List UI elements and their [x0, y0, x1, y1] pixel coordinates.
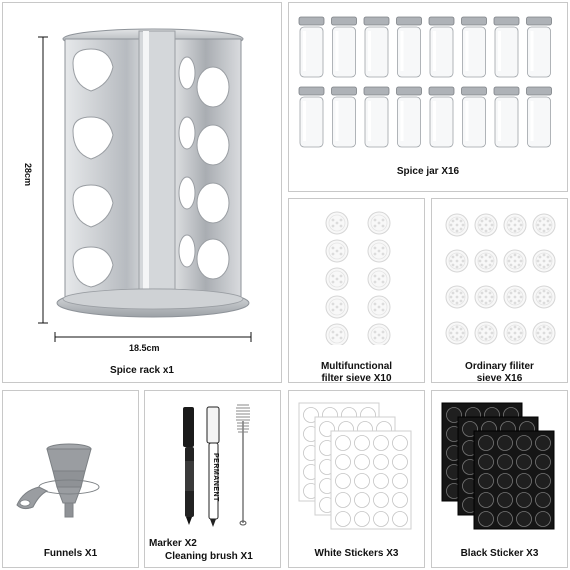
filter-sieve [326, 296, 348, 318]
filter-sieve [504, 214, 526, 236]
white-stickers-caption: White Stickers X3 [314, 548, 399, 559]
black-stickers-image [432, 391, 569, 536]
ordinary-sieve-image [432, 205, 569, 345]
multi-sieve-image [289, 205, 426, 345]
filter-sieve [446, 286, 468, 308]
rack-caption: Spice rack x1 [110, 365, 174, 376]
filter-sieve [504, 286, 526, 308]
filter-sieve [326, 324, 348, 345]
multi-sieve-panel [288, 198, 425, 383]
spice-jar [462, 87, 487, 147]
filter-sieve [475, 286, 497, 308]
jar-caption: Spice jar X16 [396, 166, 460, 177]
spice-jar [494, 87, 519, 147]
filter-sieve [446, 214, 468, 236]
filter-sieve [326, 212, 348, 234]
filter-sieve [368, 324, 390, 345]
spice-jar [397, 87, 422, 147]
ordinary-sieve-caption-line2: sieve X16 [476, 373, 523, 384]
spice-rack-image [3, 3, 283, 384]
black-stickers-caption: Black Sticker X3 [460, 548, 539, 559]
ordinary-sieve-panel [431, 198, 568, 383]
spice-jar [397, 17, 422, 77]
brush-caption: Cleaning brush X1 [165, 551, 253, 562]
filter-sieve [504, 322, 526, 344]
filter-sieve [475, 322, 497, 344]
spice-jar-panel [288, 2, 568, 192]
spice-jar [527, 17, 552, 77]
spice-jar [332, 17, 357, 77]
spice-jar [364, 17, 389, 77]
white-stickers-image [289, 391, 426, 536]
pen-text: PERMANENT [212, 453, 219, 502]
filter-sieve [504, 250, 526, 272]
filter-sieve [475, 250, 497, 272]
filter-sieve [533, 322, 555, 344]
filter-sieve [475, 214, 497, 236]
filter-sieve [368, 212, 390, 234]
rack-height-label: 28cm [23, 163, 33, 187]
multi-sieve-caption-line1: Multifunctional [320, 361, 393, 372]
spice-jar [429, 87, 454, 147]
spice-jar [527, 87, 552, 147]
spice-jar [364, 87, 389, 147]
spice-jar [494, 17, 519, 77]
filter-sieve [368, 296, 390, 318]
black-sticker-sheet [474, 431, 554, 529]
spice-jar [462, 17, 487, 77]
ordinary-sieve-caption-line1: Ordinary filiter [465, 361, 534, 372]
filter-sieve [533, 286, 555, 308]
filter-sieve [326, 240, 348, 262]
spice-jar [299, 17, 324, 77]
marker-panel [144, 390, 281, 568]
spice-jar [299, 87, 324, 147]
spice-jars-image [289, 9, 569, 159]
white-stickers-panel [288, 390, 425, 568]
funnel-image [3, 391, 140, 531]
filter-sieve [368, 240, 390, 262]
spice-rack-panel [2, 2, 282, 383]
white-sticker-sheet [331, 431, 411, 529]
marker-caption: Marker X2 [149, 538, 197, 549]
filter-sieve [446, 322, 468, 344]
filter-sieve [368, 268, 390, 290]
black-stickers-panel [431, 390, 568, 568]
multi-sieve-caption-line2: filter sieve X10 [321, 373, 392, 384]
filter-sieve [533, 250, 555, 272]
filter-sieve [326, 268, 348, 290]
spice-jar [429, 17, 454, 77]
rack-width-label: 18.5cm [129, 343, 160, 353]
filter-sieve [446, 250, 468, 272]
filter-sieve [533, 214, 555, 236]
spice-jar [332, 87, 357, 147]
funnel-caption: Funnels X1 [43, 548, 98, 559]
funnel-panel [2, 390, 139, 568]
